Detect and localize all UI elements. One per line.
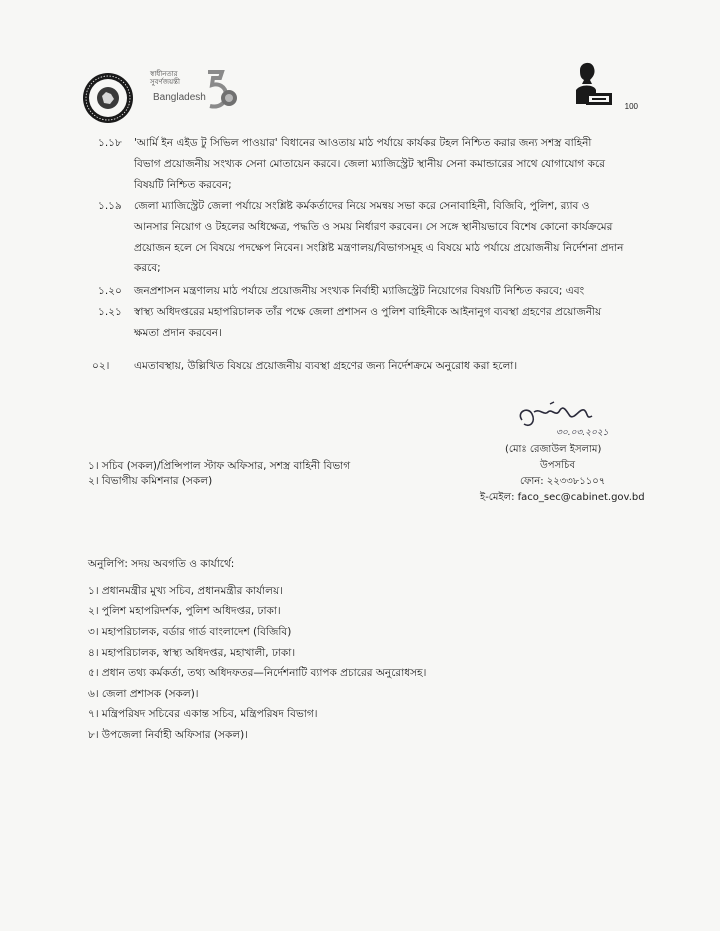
item-number: ১.১৮ [98,137,122,149]
signatory-email: ই-মেইল: faco_sec@cabinet.gov.bd [480,492,645,503]
signatory-phone: ফোন: ২২৩৩৮১১০৭ [520,476,606,487]
item-number: ১.২০ [98,285,122,297]
item-text-line: প্রয়োজন হলে সে বিষয়ে পদক্ষেপ নিবেন। সংশ্লিষ্ট মন্ত্রণালয়/বিভাগসমূহ এ বিষয়ে মাঠ পর্যায়ে প্রয়োজনীয় নির্দেশনা প্রদান [134,242,624,254]
copy-line: ৬। জেলা প্রশাসক (সকল)। [88,688,199,700]
fifty-emblem-icon [202,68,238,112]
copy-line: ৮। উপজেলা নির্বাহী অফিসার (সকল)। [88,729,248,741]
jubilee-text [150,70,180,86]
signatory-name: (মোঃ রেজাউল ইসলাম) [505,444,602,455]
signature-date: ৩০.০৩.২০২১ [556,428,609,438]
paragraph-number: ০২। [92,360,110,372]
item-text-line: করবে; [134,262,161,274]
jubilee-country: Bangladesh [153,92,206,103]
recipient-line: ১। সচিব (সকল)/প্রিন্সিপাল স্টাফ অফিসার, সশস্ত্র বাহিনী বিভাগ [88,460,351,472]
copy-line: ৪। মহাপরিচালক, স্বাস্থ্য অধিদপ্তর, মহাখালী, ঢাকা। [88,647,296,659]
copy-line: ৩। মহাপরিচালক, বর্ডার গার্ড বাংলাদেশ (বিজিবি) [88,626,292,638]
bangladesh-government-seal-icon [82,72,134,124]
mujib-100-label: 100 [624,102,638,111]
copy-line: ৭। মন্ত্রিপরিষদ সচিবের একান্ত সচিব, মন্ত্রিপরিষদ বিভাগ। [88,708,318,720]
signatory-designation: উপসচিব [540,460,576,471]
item-text-line: বিষয়টি নিশ্চিত করবেন; [134,179,232,191]
jubilee-line2: সুবর্ণজয়ন্তী [150,78,180,86]
mujib-borsho-logo-icon [566,60,638,115]
item-text-line: জনপ্রশাসন মন্ত্রণালয় মাঠ পর্যায়ে প্রয়োজনীয় সংখ্যক নির্বাহী ম্যাজিস্ট্রেট নিয়োগের বিষয়টি নিশ্চিত করবে; এবং [134,285,585,297]
item-text-line: জেলা ম্যাজিস্ট্রেট জেলা পর্যায়ে সংশ্লিষ্ট কর্মকর্তাদের নিয়ে সমন্বয় সভা করে সেনাবাহিনী, বিজিবি, পুলিশ, র‍্যাব ও [134,200,590,212]
copy-line: ২। পুলিশ মহাপরিদর্শক, পুলিশ অধিদপ্তর, ঢাকা। [88,605,281,617]
golden-jubilee-logo [150,66,245,116]
paragraph-text: এমতাবস্থায়, উল্লিখিত বিষয়ে প্রয়োজনীয় ব্যবস্থা গ্রহণের জন্য নির্দেশক্রমে অনুরোধ করা হলো। [134,360,518,372]
jubilee-line1: স্বাধীনতার [150,70,178,78]
item-text-line: বিভাগ প্রয়োজনীয় সংখ্যক সেনা মোতায়েন করবে। জেলা ম্যাজিস্ট্রেট স্থানীয় সেনা কমান্ডারের সাথে যোগাযোগ করে [134,158,605,170]
copy-line: ১। প্রধানমন্ত্রীর মুখ্য সচিব, প্রধানমন্ত্রীর কার্যালয়। [88,585,283,597]
copy-line: ৫। প্রধান তথ্য কর্মকর্তা, তথ্য অধিদফতর—নির্দেশনাটি ব্যাপক প্রচারের অনুরোধসহ। [88,667,427,679]
item-text-line: ক্ষমতা প্রদান করবেন। [134,327,222,339]
item-text-line: আনসার নিয়োগ ও টহলের অধিক্ষেত্র, পদ্ধতি ও সময় নির্ধারণ করবেন। সে সঙ্গে স্থানীয়ভাবে বিশেষ কোনো কার্যক্রমের [134,221,613,233]
recipient-line: ২। বিভাগীয় কমিশনার (সকল) [88,475,213,487]
item-text-line: স্বাস্থ্য অধিদপ্তরের মহাপরিচালক তাঁর পক্ষে জেলা প্রশাসন ও পুলিশ বাহিনীকে আইনানুগ ব্যবস্থা গ্রহণের প্রয়োজনীয় [134,306,602,318]
item-number: ১.১৯ [98,200,122,212]
item-text-line: 'আর্মি ইন এইড টু সিভিল পাওয়ার' বিধানের আওতায় মাঠ পর্যায়ে কার্যকর টহল নিশ্চিত করার জন্য সশস্ত্র বাহিনী [134,137,592,149]
item-number: ১.২১ [98,306,122,318]
copy-heading: অনুলিপি: সদয় অবগতি ও কার্যার্থে: [88,558,235,570]
